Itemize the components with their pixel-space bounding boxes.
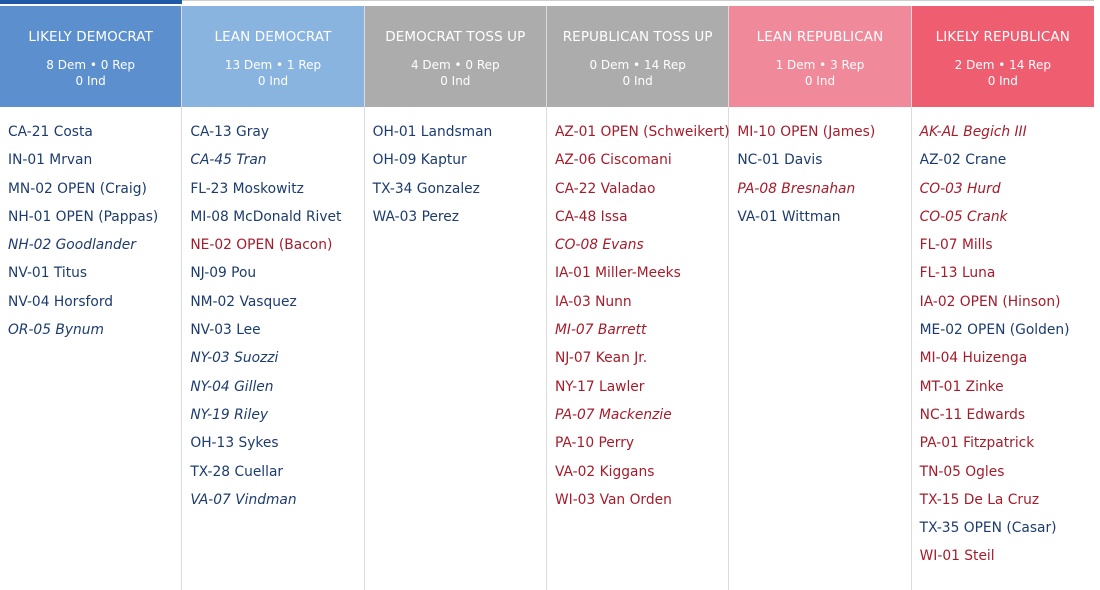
column-title: LIKELY REPUBLICAN [935,29,1070,45]
column-header[interactable] [182,6,363,107]
race-link[interactable]: AK-AL Begich III [919,124,1027,140]
race-link[interactable]: IN-01 Mrvan [8,152,93,169]
race-link[interactable]: NV-04 Horsford [8,293,114,310]
race-link[interactable]: MI-07 Barrett [554,322,647,339]
right-margin [1094,0,1100,590]
column-ind-count: 0 Ind [804,74,836,88]
race-list [547,107,728,590]
column-seat-counts: 8 Dem • 0 Rep [46,58,136,72]
column-ind-count: 0 Ind [622,74,653,88]
race-list [0,107,181,590]
top-divider [182,0,1100,1]
race-link[interactable]: MI-08 McDonald Rivet [190,208,342,225]
race-link[interactable]: PA-08 Bresnahan [737,180,856,197]
race-link[interactable]: TN-05 Ogles [919,463,1005,480]
race-link[interactable]: NC-01 Davis [737,152,823,169]
column-header[interactable] [729,6,910,107]
race-link[interactable]: IA-02 OPEN (Hinson) [919,293,1061,310]
race-link[interactable]: OH-13 Sykes [190,435,279,452]
race-link[interactable]: CA-13 Gray [190,124,269,140]
race-list [365,107,546,590]
column-title: DEMOCRAT TOSS UP [385,29,526,45]
race-list [182,107,363,590]
column-header[interactable] [912,6,1094,107]
column-ind-count: 0 Ind [987,74,1018,88]
column-title: LEAN REPUBLICAN [756,29,884,45]
race-link[interactable]: FL-23 Moskowitz [190,180,304,197]
race-link[interactable]: CA-48 Issa [554,208,628,225]
race-link[interactable]: NH-01 OPEN (Pappas) [8,208,159,225]
column-seat-counts: 1 Dem • 3 Rep [775,58,865,72]
race-link[interactable]: MI-10 OPEN (James) [737,124,876,140]
column-ind-count: 0 Ind [440,74,471,88]
race-link[interactable]: WI-03 Van Orden [554,491,672,508]
race-link[interactable]: CO-03 Hurd [919,180,1001,197]
race-link[interactable]: NC-11 Edwards [919,406,1026,423]
race-link[interactable]: CO-08 Evans [554,237,644,254]
race-link[interactable]: MT-01 Zinke [919,378,1004,395]
race-link[interactable]: CA-21 Costa [8,124,93,140]
column-likely-republican [912,6,1094,590]
race-link[interactable]: AZ-06 Ciscomani [554,152,672,169]
race-link[interactable]: NH-02 Goodlander [8,237,136,254]
race-link[interactable]: OH-09 Kaptur [372,152,467,169]
column-header[interactable] [365,6,546,107]
race-link[interactable]: AZ-01 OPEN (Schweikert) [554,124,730,140]
race-link[interactable]: NJ-07 Kean Jr. [554,350,648,367]
race-link[interactable]: MN-02 OPEN (Craig) [8,180,147,197]
race-link[interactable]: CA-45 Tran [190,152,267,169]
race-link[interactable]: ME-02 OPEN (Golden) [919,322,1070,339]
race-link[interactable]: AZ-02 Crane [919,152,1007,169]
race-link[interactable]: PA-07 Mackenzie [554,406,672,423]
race-link[interactable]: CO-05 Crank [919,208,1008,225]
race-link[interactable]: NV-03 Lee [190,322,261,339]
race-link[interactable]: NV-01 Titus [8,265,88,282]
column-header[interactable] [547,6,728,107]
race-link[interactable]: OH-01 Landsman [372,124,493,140]
race-link[interactable]: PA-10 Perry [554,435,635,452]
column-lean-democrat [182,6,364,590]
column-title: REPUBLICAN TOSS UP [562,29,713,45]
race-link[interactable]: IA-01 Miller-Meeks [554,265,681,282]
column-ind-count: 0 Ind [75,74,106,88]
race-link[interactable]: NE-02 OPEN (Bacon) [190,237,333,254]
race-link[interactable]: CA-22 Valadao [554,180,656,197]
race-link[interactable]: FL-07 Mills [919,237,993,254]
race-link[interactable]: TX-35 OPEN (Casar) [919,520,1057,537]
column-title: LEAN DEMOCRAT [214,29,332,45]
race-link[interactable]: FL-13 Luna [919,265,996,282]
column-seat-counts: 4 Dem • 0 Rep [410,58,500,72]
race-link[interactable]: VA-07 Vindman [190,491,297,508]
race-link[interactable]: IA-03 Nunn [554,293,632,310]
race-link[interactable]: NY-03 Suozzi [190,350,279,367]
race-link[interactable]: VA-01 Wittman [737,208,841,225]
race-ratings-board [0,6,1094,590]
column-seat-counts: 13 Dem • 1 Rep [224,58,322,72]
race-link[interactable]: TX-28 Cuellar [190,463,284,480]
race-link[interactable]: MI-04 Huizenga [919,350,1028,367]
column-title: LIKELY DEMOCRAT [28,29,153,45]
column-likely-democrat [0,6,182,590]
column-seat-counts: 0 Dem • 14 Rep [589,58,686,72]
column-ind-count: 0 Ind [257,74,289,88]
active-tab-indicator [0,0,182,4]
column-lean-republican [729,6,911,590]
race-link[interactable]: TX-15 De La Cruz [919,491,1040,508]
race-link[interactable]: WI-01 Steil [919,548,995,565]
race-link[interactable]: VA-02 Kiggans [554,463,655,480]
race-link[interactable]: TX-34 Gonzalez [372,180,480,197]
race-list [729,107,910,590]
column-header[interactable] [0,6,181,107]
race-list [912,107,1094,590]
column-democrat-toss-up [365,6,547,590]
race-link[interactable]: NY-19 Riley [190,406,269,423]
column-republican-toss-up [547,6,729,590]
column-seat-counts: 2 Dem • 14 Rep [954,58,1051,72]
race-link[interactable]: NM-02 Vasquez [190,293,297,310]
race-link[interactable]: WA-03 Perez [372,208,460,225]
race-link[interactable]: NJ-09 Pou [190,265,257,282]
race-link[interactable]: NY-17 Lawler [554,378,645,395]
race-link[interactable]: OR-05 Bynum [8,322,104,339]
race-link[interactable]: PA-01 Fitzpatrick [919,435,1035,452]
race-link[interactable]: NY-04 Gillen [190,378,274,395]
